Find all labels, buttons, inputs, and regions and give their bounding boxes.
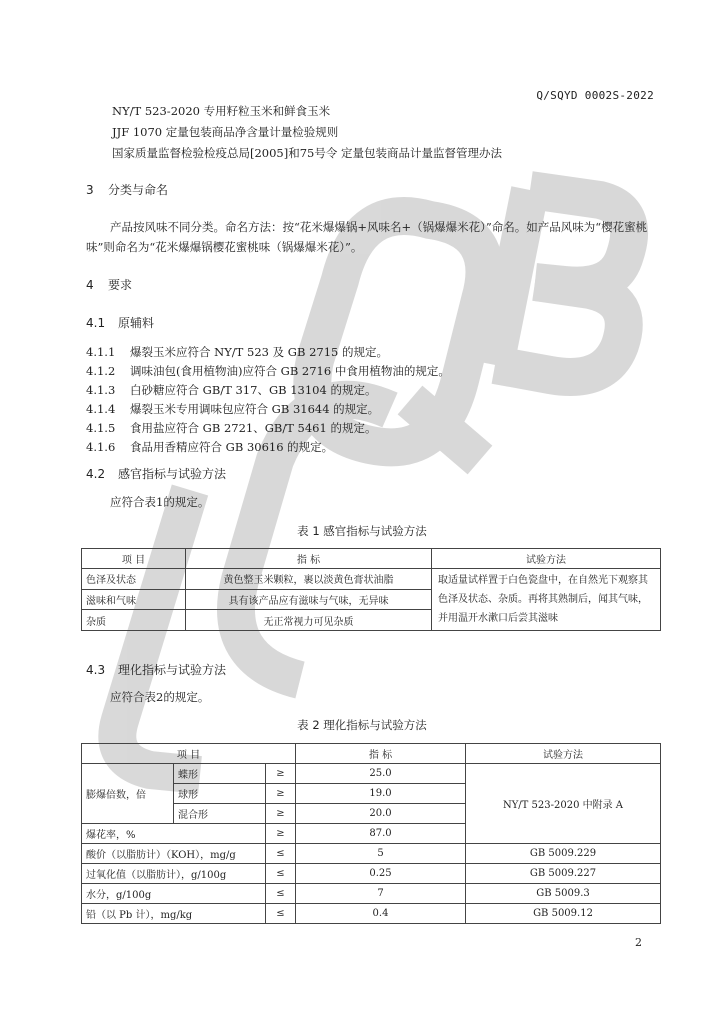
section-4-3-heading <box>86 661 226 678</box>
section-3-heading <box>86 181 168 198</box>
cell-operator: ≤ <box>266 884 296 904</box>
cell-method: GB 5009.3 <box>466 884 661 904</box>
section-number: 4.3 <box>86 663 106 677</box>
section-title: 要求 <box>108 278 133 292</box>
list-item <box>86 363 450 379</box>
table-1-caption: 表 1 感官指标与试验方法 <box>297 524 427 538</box>
cell-index: 无正常视力可见杂质 <box>186 610 432 631</box>
cell-operator: ≥ <box>266 784 296 804</box>
list-item <box>86 382 376 398</box>
section-3-text: 产品按风味不同分类。命名方法：按“花米爆爆锅+风味名+（锅爆爆米花）”命名。如产品风味为“樱花蜜桃味”则命名为“花米爆爆锅樱花蜜桃味（锅爆爆米花）”。 <box>86 220 648 254</box>
list-item <box>86 420 376 436</box>
item-number: 4.1.5 <box>86 421 116 435</box>
section-4-2-text: 应符合表1的规定。 <box>110 495 210 509</box>
table-2 <box>81 743 661 924</box>
cell-item: 杂质 <box>82 610 186 631</box>
section-4-1-heading <box>86 314 154 331</box>
list-item <box>86 439 333 455</box>
cell-method: GB 5009.227 <box>466 864 661 884</box>
item-number: 4.1.4 <box>86 402 116 416</box>
cell-shape: 混合形 <box>174 804 266 824</box>
item-text: 食品用香精应符合 GB 30616 的规定。 <box>130 440 334 454</box>
cell-operator: ≥ <box>266 824 296 844</box>
item-text: 调味油包(食用植物油)应符合 GB 2716 中食用植物油的规定。 <box>130 364 450 378</box>
cell-operator: ≤ <box>266 864 296 884</box>
item-text: 爆裂玉米应符合 NY/T 523 及 GB 2715 的规定。 <box>130 345 388 359</box>
standard-code: Q/SQYD 0002S-2022 <box>536 89 654 102</box>
section-title: 理化指标与试验方法 <box>118 663 227 677</box>
section-title: 原辅料 <box>118 316 155 330</box>
section-title: 分类与命名 <box>108 183 169 197</box>
table-row <box>82 764 661 784</box>
table-1 <box>81 548 661 631</box>
cell-value: 0.4 <box>296 904 466 924</box>
cell-index: 黄色整玉米颗粒，裹以淡黄色膏状油脂 <box>186 569 432 590</box>
cell-method: 取适量试样置于白色瓷盘中，在自然光下观察其色泽及状态、杂质。再将其熟制后，闻其气味，并用温开水漱口后尝其滋味 <box>432 569 661 631</box>
section-number: 3 <box>86 183 94 197</box>
cell-shape: 蝶形 <box>174 764 266 784</box>
reference-order-75: 国家质量监督检验检疫总局[2005]和75号令 定量包装商品计量监督管理办法 <box>112 146 503 160</box>
cell-method: NY/T 523-2020 中附录 A <box>466 764 661 844</box>
section-number: 4.2 <box>86 467 106 481</box>
item-number: 4.1.6 <box>86 440 116 454</box>
table-header-row <box>82 549 661 569</box>
cell-operator: ≤ <box>266 844 296 864</box>
cell-item: 滋味和气味 <box>82 589 186 610</box>
cell-index: 具有该产品应有滋味与气味，无异味 <box>186 589 432 610</box>
section-number: 4.1 <box>86 316 106 330</box>
section-number: 4 <box>86 278 94 292</box>
table-row <box>82 844 661 864</box>
header-method: 试验方法 <box>466 744 661 764</box>
list-item <box>86 344 388 360</box>
cell-operator: ≤ <box>266 904 296 924</box>
table-row <box>82 864 661 884</box>
list-item <box>86 401 379 417</box>
item-text: 爆裂玉米专用调味包应符合 GB 31644 的规定。 <box>130 402 380 416</box>
page-number: 2 <box>635 936 642 949</box>
cell-operator: ≥ <box>266 764 296 784</box>
header-item: 项 目 <box>82 744 296 764</box>
table-2-caption: 表 2 理化指标与试验方法 <box>297 718 427 732</box>
table-row <box>82 904 661 924</box>
header-index: 指 标 <box>186 549 432 569</box>
cell-value: 25.0 <box>296 764 466 784</box>
cell-shape: 球形 <box>174 784 266 804</box>
section-4-2-heading <box>86 465 226 482</box>
cell-value: 0.25 <box>296 864 466 884</box>
section-4-3-text: 应符合表2的规定。 <box>110 690 210 704</box>
item-text: 白砂糖应符合 GB/T 317、GB 13104 的规定。 <box>130 383 377 397</box>
cell-item: 过氧化值（以脂肪计），g/100g <box>82 864 266 884</box>
reference-jjf-1070: JJF 1070 定量包装商品净含量计量检验规则 <box>112 125 339 139</box>
cell-item: 铅（以 Pb 计），mg/kg <box>82 904 266 924</box>
header-method: 试验方法 <box>432 549 661 569</box>
cell-item: 水分，g/100g <box>82 884 266 904</box>
cell-value: 20.0 <box>296 804 466 824</box>
header-index: 指 标 <box>296 744 466 764</box>
cell-method: GB 5009.229 <box>466 844 661 864</box>
item-number: 4.1.3 <box>86 383 116 397</box>
cell-item: 爆花率，% <box>82 824 266 844</box>
cell-method: GB 5009.12 <box>466 904 661 924</box>
cell-value: 19.0 <box>296 784 466 804</box>
cell-value: 7 <box>296 884 466 904</box>
header-item: 项 目 <box>82 549 186 569</box>
cell-value: 5 <box>296 844 466 864</box>
table-header-row <box>82 744 661 764</box>
section-title: 感官指标与试验方法 <box>118 467 227 481</box>
table-row <box>82 884 661 904</box>
reference-ny-t-523: NY/T 523-2020 专用籽粒玉米和鲜食玉米 <box>112 104 331 118</box>
cell-operator: ≥ <box>266 804 296 824</box>
item-number: 4.1.1 <box>86 345 116 359</box>
table-row <box>82 569 661 590</box>
cell-item: 色泽及状态 <box>82 569 186 590</box>
cell-value: 87.0 <box>296 824 466 844</box>
cell-expansion-label: 膨爆倍数，倍 <box>82 764 174 824</box>
item-number: 4.1.2 <box>86 364 116 378</box>
cell-item: 酸价（以脂肪计）（KOH），mg/g <box>82 844 266 864</box>
item-text: 食用盐应符合 GB 2721、GB/T 5461 的规定。 <box>130 421 377 435</box>
section-4-heading <box>86 276 132 293</box>
